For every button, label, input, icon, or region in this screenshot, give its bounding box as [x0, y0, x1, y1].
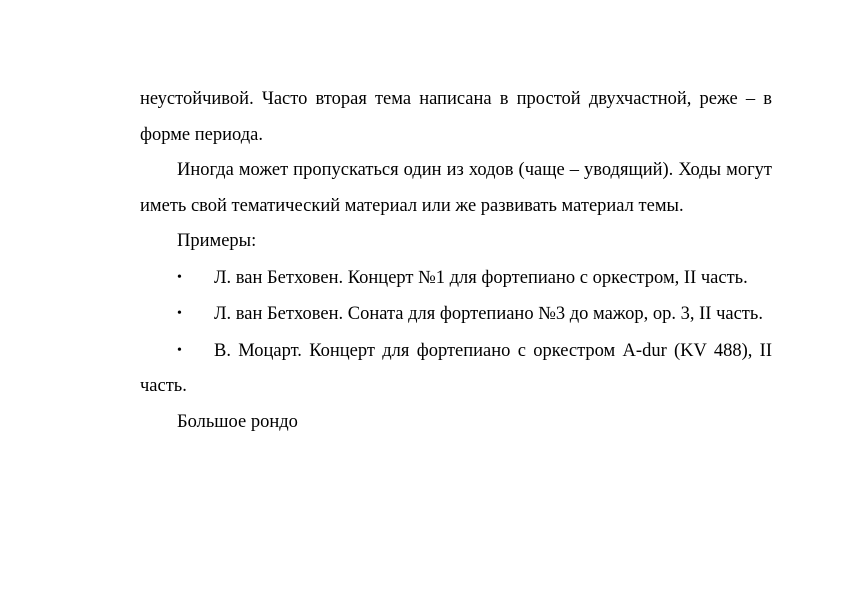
example-text: Л. ван Бетховен. Концерт №1 для фортепиано с оркестром, II часть.	[214, 267, 748, 288]
example-item	[140, 260, 772, 297]
document-text	[140, 82, 772, 440]
example-item	[140, 333, 772, 405]
example-item	[140, 296, 772, 333]
example-text: Л. ван Бетховен. Соната для фортепиано №3 до мажор, ор. 3, II часть.	[214, 304, 763, 324]
section-heading: Большое рондо	[177, 411, 298, 432]
paragraph-continuation: неустойчивой. Часто вторая тема написана в простой двухчастной, реже – в форме периода.	[140, 89, 772, 145]
paragraph-moves: Иногда может пропускаться один из ходов (чаще – уводящий). Ходы могут иметь свой тематический материал или же развивать материал темы.	[140, 160, 772, 216]
bullet-icon: •	[177, 306, 182, 321]
example-text: В. Моцарт. Концерт для фортепиано с оркестром A-dur (KV 488), II часть.	[140, 340, 772, 396]
examples-label: Примеры:	[177, 231, 257, 251]
bullet-icon: •	[177, 342, 182, 358]
bullet-icon: •	[177, 269, 182, 285]
